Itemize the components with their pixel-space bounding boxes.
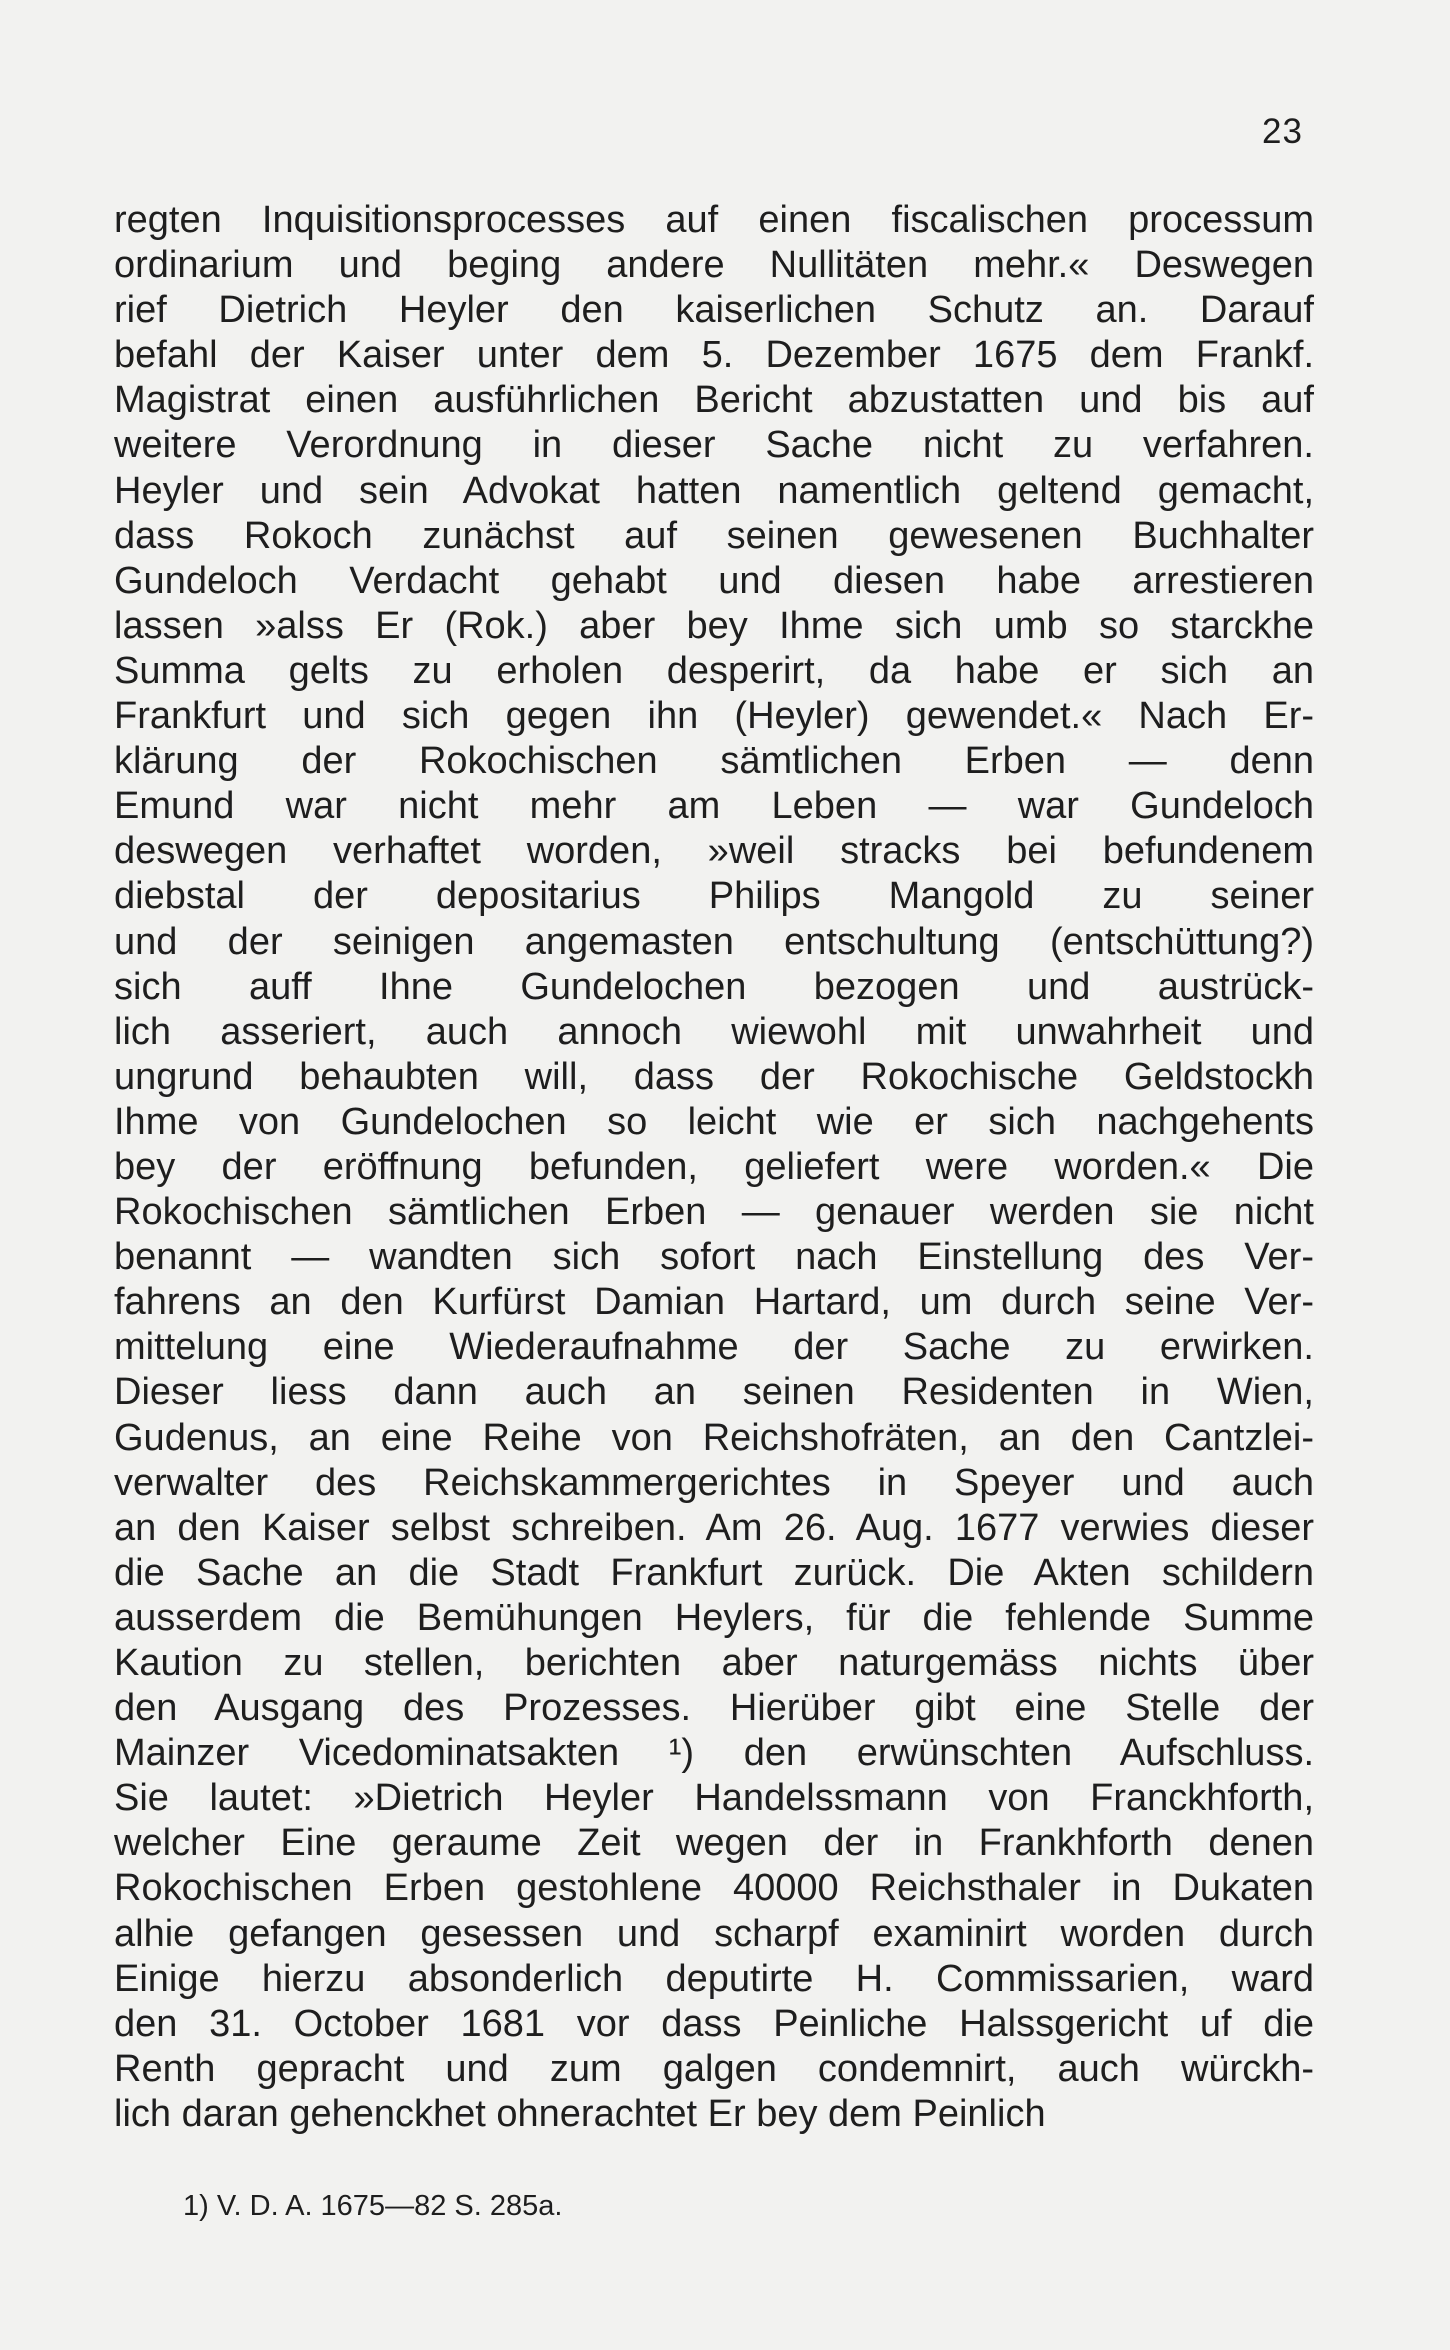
text-line: deswegen verhaftet worden, »weil stracks bei befundenem	[114, 830, 1314, 873]
page-number: 23	[1262, 112, 1303, 151]
text-line: ungrund behaubten will, dass der Rokochische Geldstockh	[114, 1055, 1314, 1098]
text-line: ordinarium und beging andere Nullitäten mehr.« Deswegen	[114, 244, 1314, 287]
text-line: mittelung eine Wiederaufnahme der Sache zu erwirken.	[114, 1326, 1314, 1369]
text-line: Frankfurt und sich gegen ihn (Heyler) gewendet.« Nach Er-	[114, 695, 1314, 738]
text-line: Magistrat einen ausführlichen Bericht abzustatten und bis auf	[114, 379, 1314, 422]
text-line: Einige hierzu absonderlich deputirte H. Commissarien, ward	[114, 1957, 1314, 2000]
body-text	[114, 198, 1314, 2137]
text-line: Rokochischen Erben gestohlene 40000 Reichsthaler in Dukaten	[114, 1867, 1314, 1910]
text-line: bey der eröffnung befunden, geliefert were worden.« Die	[114, 1145, 1314, 1188]
footnote: 1) V. D. A. 1675—82 S. 285a.	[183, 2190, 563, 2222]
text-line: und der seinigen angemasten entschultung (entschüttung?)	[114, 920, 1314, 963]
text-line: rief Dietrich Heyler den kaiserlichen Schutz an. Darauf	[114, 289, 1314, 332]
text-line: sich auff Ihne Gundelochen bezogen und austrück-	[114, 965, 1314, 1008]
text-line: Emund war nicht mehr am Leben — war Gundeloch	[114, 785, 1314, 828]
text-line: Summa gelts zu erholen desperirt, da habe er sich an	[114, 649, 1314, 692]
text-line: Gundeloch Verdacht gehabt und diesen habe arrestieren	[114, 559, 1314, 602]
text-line: lich asseriert, auch annoch wiewohl mit unwahrheit und	[114, 1010, 1314, 1053]
text-line: Heyler und sein Advokat hatten namentlich geltend gemacht,	[114, 469, 1314, 512]
text-line: regten Inquisitionsprocesses auf einen fiscalischen processum	[114, 199, 1314, 241]
text-line: klärung der Rokochischen sämtlichen Erben — denn	[114, 740, 1314, 783]
text-line: diebstal der depositarius Philips Mangold zu seiner	[114, 875, 1314, 918]
text-line: Kaution zu stellen, berichten aber naturgemäss nichts über	[114, 1642, 1314, 1684]
text-line: Gudenus, an eine Reihe von Reichshofräten, an den Cantzlei-	[114, 1416, 1314, 1459]
text-line: befahl der Kaiser unter dem 5. Dezember 1675 dem Frankf.	[114, 334, 1314, 377]
text-line: fahrens an den Kurfürst Damian Hartard, um durch seine Ver-	[114, 1281, 1314, 1324]
text-line: Dieser liess dann auch an seinen Residenten in Wien,	[114, 1371, 1314, 1414]
text-line: weitere Verordnung in dieser Sache nicht zu verfahren.	[114, 424, 1314, 467]
text-line: dass Rokoch zunächst auf seinen gewesenen Buchhalter	[114, 514, 1314, 557]
text-line: welcher Eine geraume Zeit wegen der in Frankhforth denen	[114, 1822, 1314, 1865]
text-line: lich daran gehenckhet ohnerachtet Er bey dem Peinlich	[114, 2092, 1046, 2135]
text-line: benannt — wandten sich sofort nach Einstellung des Ver-	[114, 1236, 1314, 1279]
text-line: ausserdem die Bemühungen Heylers, für die fehlende Summe	[114, 1596, 1314, 1639]
text-line: Sie lautet: »Dietrich Heyler Handelssmann von Franckhforth,	[114, 1777, 1314, 1820]
text-line: die Sache an die Stadt Frankfurt zurück. Die Akten schildern	[114, 1551, 1314, 1594]
text-line: den Ausgang des Prozesses. Hierüber gibt eine Stelle der	[114, 1687, 1314, 1730]
text-line: an den Kaiser selbst schreiben. Am 26. Aug. 1677 verwies dieser	[114, 1506, 1314, 1549]
text-line: den 31. October 1681 vor dass Peinliche Halssgericht uf die	[114, 2002, 1314, 2045]
text-line: Rokochischen sämtlichen Erben — genauer werden sie nicht	[114, 1191, 1314, 1234]
text-line: Renth gepracht und zum galgen condemnirt, auch würckh-	[114, 2047, 1314, 2090]
text-line: Mainzer Vicedominatsakten ¹) den erwünschten Aufschluss.	[114, 1732, 1314, 1775]
text-line: verwalter des Reichskammergerichtes in Speyer und auch	[114, 1461, 1314, 1504]
text-line: Ihme von Gundelochen so leicht wie er sich nachgehents	[114, 1100, 1314, 1143]
text-line: lassen »alss Er (Rok.) aber bey Ihme sich umb so starckhe	[114, 604, 1314, 647]
text-line: alhie gefangen gesessen und scharpf examinirt worden durch	[114, 1912, 1314, 1955]
